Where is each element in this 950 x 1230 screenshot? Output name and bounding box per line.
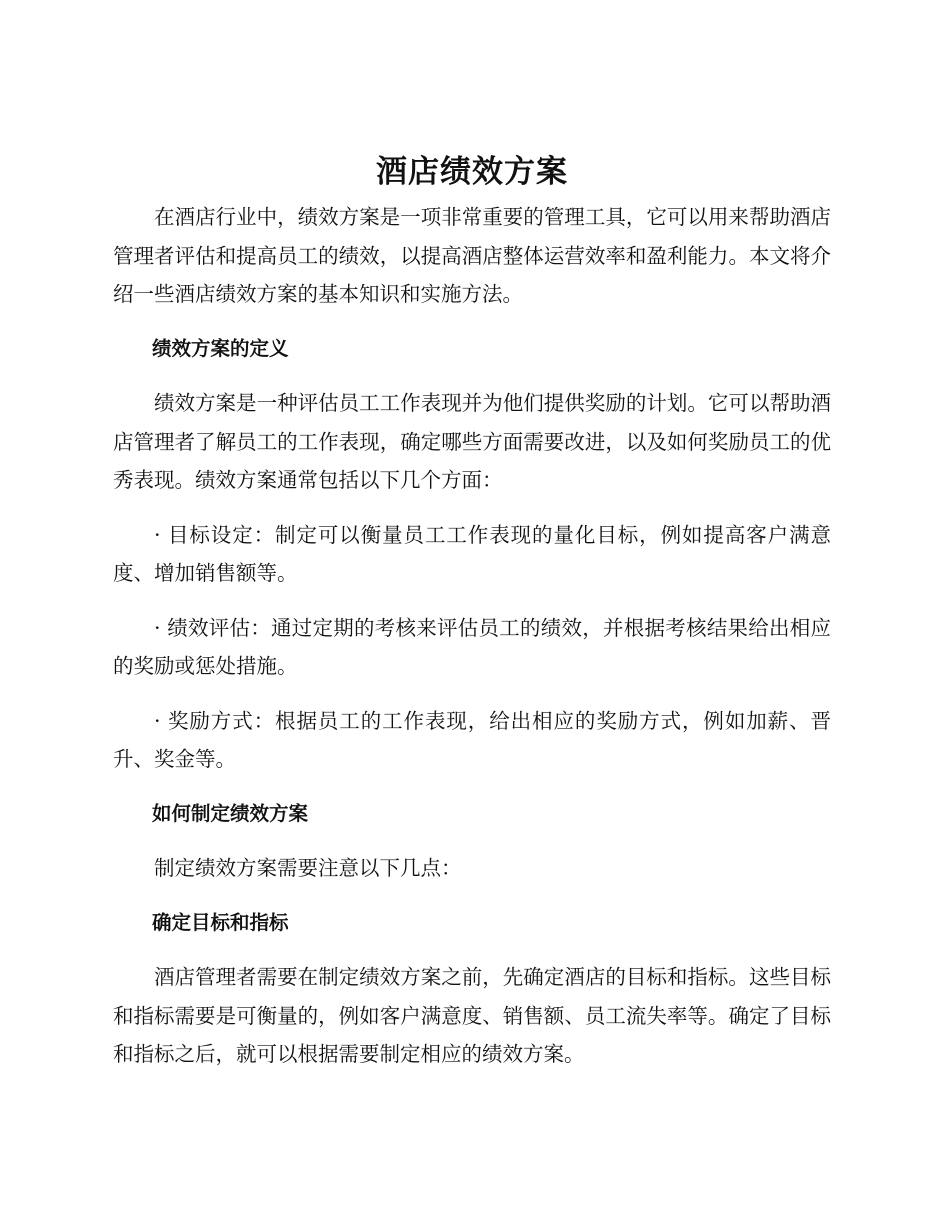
section-heading-definition: 绩效方案的定义: [152, 336, 289, 360]
spacer: [113, 368, 831, 384]
spacer: [113, 593, 831, 609]
how-to-paragraph: 制定绩效方案需要注意以下几点：: [154, 856, 462, 880]
spacer: [113, 500, 831, 516]
goals-paragraph: 酒店管理者需要在制定绩效方案之前，先确定酒店的目标和指标。这些目标和指标需要是可衡量的，例如客户满意度、销售额、员工流失率等。确定了目标和指标之后，就可以根据需要制定相应的绩效方案。: [113, 965, 831, 1066]
spacer: [113, 942, 831, 958]
intro-paragraph: 在酒店行业中，绩效方案是一项非常重要的管理工具，它可以用来帮助酒店管理者评估和提高员工的绩效，以提高酒店整体运营效率和盈利能力。本文将介绍一些酒店绩效方案的基本知识和实施方法。: [113, 205, 831, 306]
spacer: [113, 314, 831, 330]
section-heading-how-to: 如何制定绩效方案: [152, 801, 309, 825]
definition-paragraph: 绩效方案是一种评估员工工作表现并为他们提供奖励的计划。它可以帮助酒店管理者了解员工的工作表现，确定哪些方面需要改进，以及如何奖励员工的优秀表现。绩效方案通常包括以下几个方面：: [113, 391, 831, 492]
spacer: [113, 686, 831, 702]
spacer: [113, 779, 831, 795]
bullet-item-goal-setting: · 目标设定：制定可以衡量员工工作表现的量化目标，例如提高客户满意度、增加销售额等。: [113, 522, 831, 585]
bullet-item-evaluation: · 绩效评估：通过定期的考核来评估员工的绩效，并根据考核结果给出相应的奖励或惩处措施。: [113, 615, 831, 678]
document-title: 酒店绩效方案: [376, 154, 568, 190]
spacer: [113, 888, 831, 904]
section-heading-goals: 确定目标和指标: [152, 910, 289, 934]
spacer: [113, 833, 831, 849]
document-page: [113, 150, 831, 1074]
bullet-item-rewards: · 奖励方式：根据员工的工作表现，给出相应的奖励方式，例如加薪、晋升、奖金等。: [113, 708, 831, 771]
